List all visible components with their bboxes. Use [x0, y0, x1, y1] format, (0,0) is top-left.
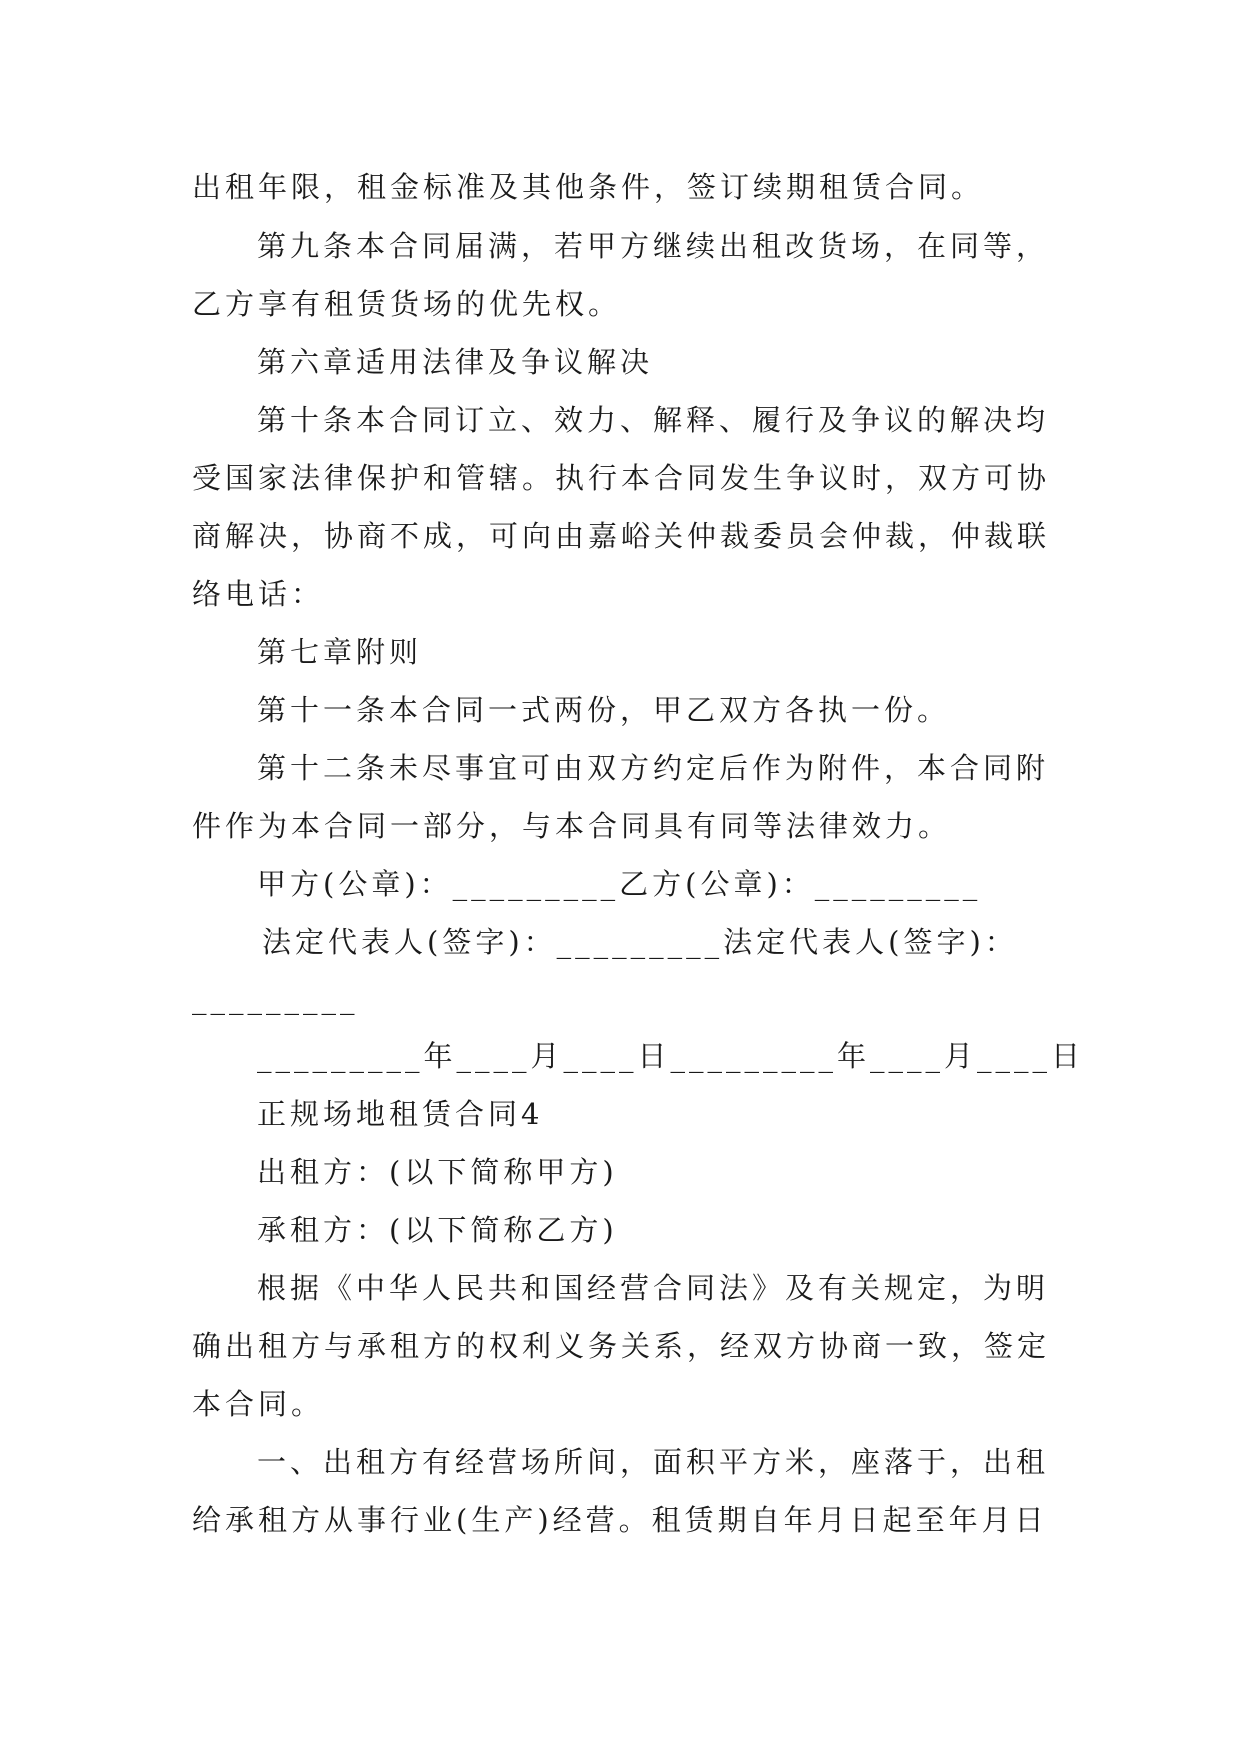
text-line: 第十二条未尽事宜可由双方约定后作为附件，本合同附 — [257, 751, 1050, 785]
text-line: 第十一条本合同一式两份，甲乙双方各执一份。 — [257, 693, 951, 727]
text-line: 商解决，协商不成，可向由嘉峪关仲裁委员会仲裁，仲裁联 — [192, 519, 1051, 553]
text-line: 承租方：(以下简称乙方) — [257, 1213, 618, 1247]
text-line: 第十条本合同订立、效力、解释、履行及争议的解决均 — [257, 403, 1050, 437]
date-line: _________年____月____日_________年____月____日 — [257, 1039, 1085, 1073]
signature-line: 甲方(公章)：_________乙方(公章)：_________ — [257, 867, 982, 901]
text-line: 一、出租方有经营场所间，面积平方米，座落于，出租 — [257, 1445, 1050, 1479]
text-line: 根据《中华人民共和国经营合同法》及有关规定，为明 — [257, 1271, 1050, 1305]
chapter-heading: 第七章附则 — [257, 635, 423, 669]
text-line: 乙方享有租赁货场的优先权。 — [192, 287, 622, 321]
signature-blank: _________ — [192, 981, 359, 1015]
text-line: 本合同。 — [192, 1387, 325, 1421]
text-line: 络电话： — [192, 577, 325, 611]
text-line: 确出租方与承租方的权利义务关系，经双方协商一致，签定 — [192, 1329, 1051, 1363]
text-line: 受国家法律保护和管辖。执行本合同发生争议时，双方可协 — [192, 461, 1051, 495]
signature-line: 法定代表人(签字)：_________法定代表人(签字)： — [262, 925, 1018, 959]
text-line: 出租年限，租金标准及其他条件，签订续期租赁合同。 — [192, 170, 985, 204]
text-line: 第九条本合同届满，若甲方继续出租改货场，在同等， — [257, 229, 1050, 263]
text-line: 出租方：(以下简称甲方) — [257, 1155, 618, 1189]
chapter-heading: 第六章适用法律及争议解决 — [257, 345, 654, 379]
contract-title: 正规场地租赁合同4 — [257, 1097, 544, 1131]
text-line: 给承租方从事行业(生产)经营。租赁期自年月日起至年月日 — [192, 1503, 1048, 1537]
text-line: 件作为本合同一部分，与本合同具有同等法律效力。 — [192, 809, 952, 843]
